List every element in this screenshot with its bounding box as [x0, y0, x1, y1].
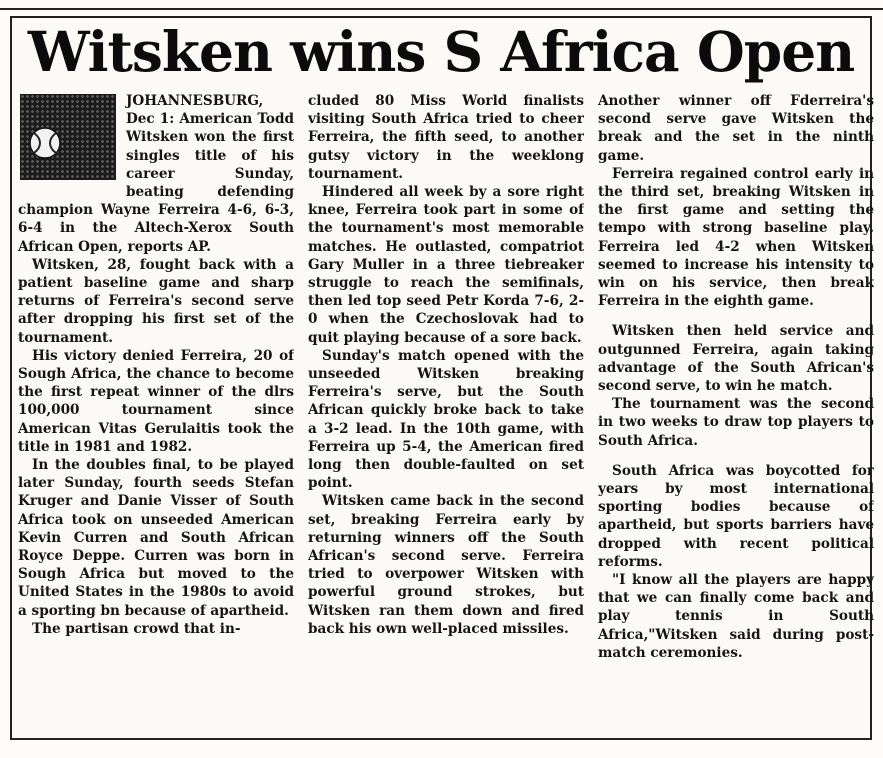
paragraph: Sunday's match opened with the unseeded Witsken breaking Ferreira's serve, but the South African quickly broke back to take a 3-2 lead. In the 10th game, with Ferreira up 5-4, the American fired long then double-faulted on set point.	[308, 347, 584, 492]
article-column-3	[598, 92, 874, 732]
paragraph: Witsken came back in the second set, breaking Ferreira early by returning winners off the South African's second serve. Ferreira tried to overpower Witsken with powerful ground strokes, but Witsken ran them down and fired back his own well-placed missiles.	[308, 493, 584, 637]
paragraph: Hindered all week by a sore right knee, Ferreira took part in some of the tournament's most memorable matches. He outlasted, compatriot Gary Muller in a three tiebreaker struggle to reach the semifinals, then led top seed Petr Korda 7-6, 2-0 when the Czechoslovak had to quit playing because of a sore back.	[308, 184, 584, 346]
paragraph: The tournament was the second in two weeks to draw top players to South Africa.	[598, 396, 874, 449]
dateline: JOHANNESBURG	[126, 93, 259, 109]
paragraph: Witsken then held service and outgunned Ferreira, again taking advantage of the South African's second serve, to win he match.	[598, 323, 874, 395]
top-rule	[0, 0, 883, 10]
news-clipping	[10, 16, 872, 740]
lead-text: , Dec 1: American Todd Witsken won the first singles title of his career Sunday, beating defending champion Wayne Ferreira 4-6, 6-3, 6-4 in the Altech-Xerox South African Open, reports AP.	[18, 93, 294, 255]
paragraph: Ferreira regained control early in the third set, breaking Witsken in the first game and setting the tempo with strong baseline play. Ferreira led 4-2 when Witsken seemed to increase his intensity to win on his service, then break Ferreira in the eighth game.	[598, 165, 874, 310]
paragraph: Witsken, 28, fought back with a patient baseline game and sharp returns of Ferreira's second serve after dropping his first set of the tournament.	[18, 256, 294, 346]
headline: Witsken wins S Africa Open	[27, 19, 855, 84]
paragraph: cluded 80 Miss World finalists visiting South Africa tried to cheer Ferreira, the fifth seed, to another gutsy victory in the weeklong tournament.	[308, 93, 584, 182]
tennis-ball-icon	[20, 94, 116, 180]
paragraph: The partisan crowd that in-	[32, 620, 241, 637]
article-column-2	[308, 92, 584, 732]
paragraph: "I know all the players are happy that we can finally come back and play tennis in South Africa,"Witsken said during post-match ceremonies.	[598, 572, 874, 661]
paragraph: His victory denied Ferreira, 20 of Sough Africa, the chance to become the first repeat winner of the dlrs 100,000 tournament since American Vitas Gerulaitis took the title in 1981 and 1982.	[18, 347, 294, 455]
article-column-1	[18, 92, 294, 732]
paragraph: South Africa was boycotted for years by most international sporting bodies because of apartheid, but sports barriers have dropped with recent political reforms.	[598, 462, 874, 570]
paragraph: In the doubles final, to be played later Sunday, fourth seeds Stefan Kruger and Danie Visser of South Africa took on unseeded American Kevin Curren and South African Royce Deppe. Curren was born in Sough Africa but moved to the United States in the 1980s to avoid a sporting bn because of apartheid.	[18, 457, 294, 619]
paragraph: Another winner off Fderreira's second serve gave Witsken the break and the set in the ninth game.	[598, 93, 874, 164]
